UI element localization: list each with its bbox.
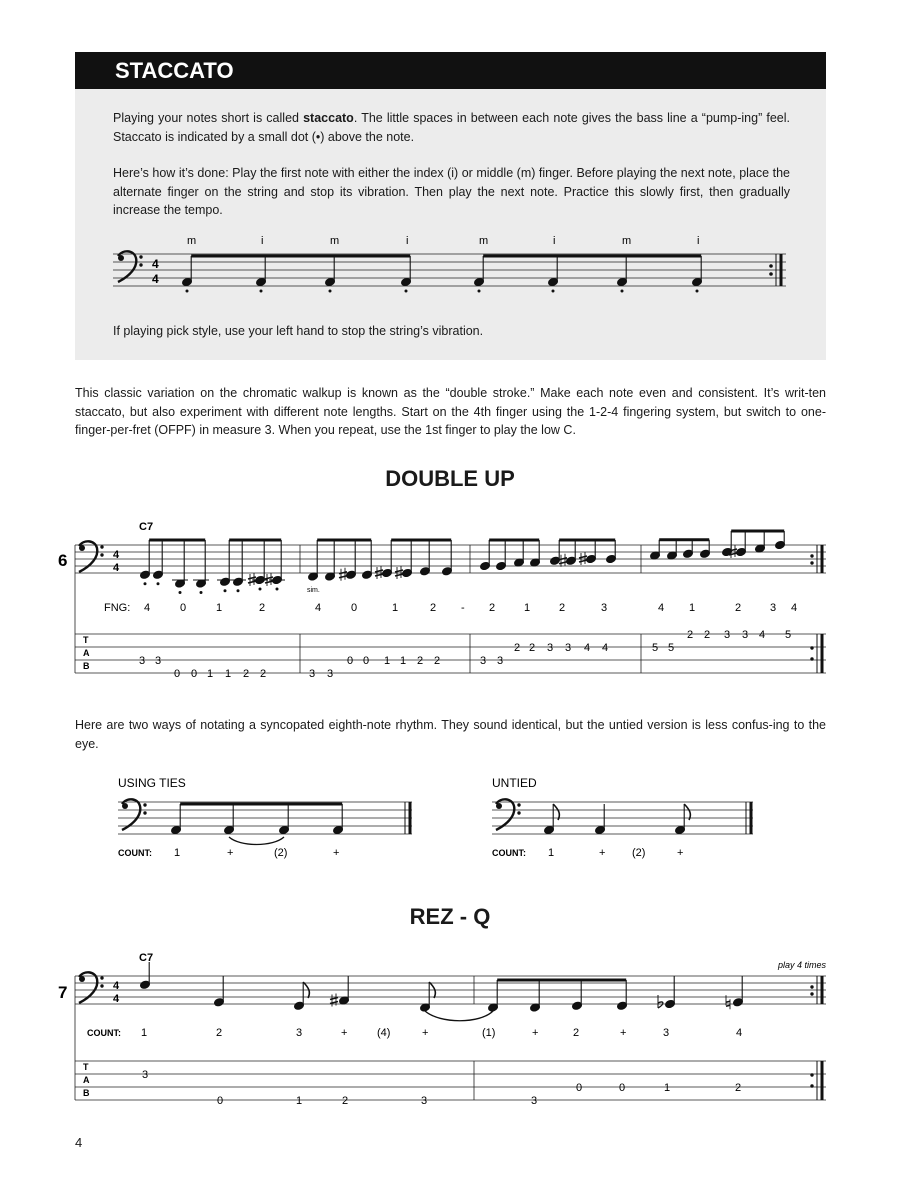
fingering-number: 4: [144, 602, 151, 614]
time-signature-bottom: 4: [152, 272, 159, 286]
tab-letter: A: [83, 1075, 90, 1085]
tab-number: 0: [618, 1082, 626, 1094]
tab-number: 3: [154, 655, 162, 667]
tab-number: 1: [663, 1082, 671, 1094]
tab-number: 2: [734, 1082, 742, 1094]
tab-number: 3: [141, 1069, 149, 1081]
staccato-notes: [182, 254, 703, 293]
count: 3: [663, 1027, 670, 1039]
staccato-p1-b: . The little spaces in between each note gives the bass line a “pump-ing” feel. Staccato is indicated by a small dot (•) above the note.: [113, 111, 790, 144]
fingering-number: 1: [392, 602, 399, 614]
fingering-number: 4: [315, 602, 322, 614]
finger-label: m: [622, 235, 632, 247]
fingering-number: 2: [430, 602, 437, 614]
tab-number: 3: [741, 629, 749, 641]
staccato-dot: [200, 591, 203, 594]
tab-number: 2: [416, 655, 424, 667]
staccato-dot: [329, 290, 332, 293]
chord-symbol: C7: [139, 521, 154, 533]
time-signature: 4: [152, 257, 159, 271]
staccato-dot: [552, 290, 555, 293]
tab-numbers: [142, 1069, 741, 1107]
bass-clef-icon: [79, 541, 104, 572]
tab-letter: B: [83, 1088, 90, 1098]
count: +: [422, 1027, 429, 1039]
tab-number: 0: [190, 668, 198, 680]
sim-marking: sim.: [307, 587, 320, 594]
untied-label: UNTIED: [492, 776, 537, 790]
staccato-dot: [276, 588, 279, 591]
staccato-p1-bold: staccato: [303, 111, 354, 125]
count: (2): [274, 847, 288, 859]
staccato-dot: [186, 290, 189, 293]
tab-number: 3: [723, 629, 731, 641]
untied-staff: [492, 799, 753, 834]
count: 1: [141, 1027, 148, 1039]
using-ties-notes: [171, 804, 344, 835]
tab-number: 4: [758, 629, 766, 641]
tab-number: 0: [346, 655, 354, 667]
untied-counts: [548, 847, 683, 859]
staccato-p1-a: Playing your notes short is called: [113, 111, 304, 125]
count: +: [333, 847, 340, 859]
tab-number: 1: [206, 668, 214, 680]
fingering-number: 4: [658, 602, 665, 614]
sharp-icon: [375, 566, 383, 579]
tab-number: 2: [341, 1095, 349, 1107]
fng-label: FNG:: [104, 602, 131, 614]
tab-number: 2: [259, 668, 267, 680]
tab-number: 4: [601, 642, 609, 654]
count: 2: [573, 1027, 580, 1039]
staccato-dot: [478, 290, 481, 293]
tab-number: 3: [420, 1095, 428, 1107]
staccato-dot: [259, 588, 262, 591]
count: +: [341, 1027, 348, 1039]
staccato-staff: [113, 251, 786, 292]
tab-number: 2: [242, 668, 250, 680]
tab-number: 3: [138, 655, 146, 667]
time-sig-bottom: 4: [113, 993, 120, 1005]
tab-number: 3: [530, 1095, 538, 1107]
fingering-number: 0: [180, 602, 187, 614]
finger-label: m: [187, 235, 197, 247]
tab-number: 2: [433, 655, 441, 667]
double-up-tab: [75, 629, 826, 680]
finger-label: i: [406, 235, 409, 247]
sharp-icon: [330, 994, 338, 1007]
tab-number: 1: [383, 655, 391, 667]
staccato-title: STACCATO: [75, 52, 826, 89]
staccato-paragraph-2: Here’s how it’s done: Play the first note with either the index (i) or middle (m) finger. Before playing the next note, place the alternate finger on the string and stop its vibration. Then play the next note. Practice this slowly first, then gradually increase the tempo.: [113, 166, 790, 217]
fingering-number: 2: [559, 602, 566, 614]
finger-labels: [187, 235, 699, 247]
tab-number: 5: [651, 642, 659, 654]
count: (2): [632, 847, 646, 859]
count: 2: [216, 1027, 223, 1039]
time-sig-bottom: 4: [113, 562, 120, 574]
tie: [229, 837, 284, 845]
example-number: 7: [58, 983, 68, 1002]
play-times: play 4 times: [777, 960, 826, 970]
tab-number: 3: [496, 655, 504, 667]
staccato-paragraph-3: If playing pick style, use your left hand to stop the string’s vibration.: [113, 324, 484, 338]
staccato-dot: [224, 589, 227, 592]
staccato-dot: [621, 290, 624, 293]
fingering-number: -: [461, 602, 465, 614]
fingering-number: 3: [601, 602, 608, 614]
tab-letter: A: [83, 648, 90, 658]
double-up-notes: [140, 531, 786, 594]
fingering-number: 1: [216, 602, 223, 614]
example-number: 6: [58, 551, 68, 570]
sync-paragraph: Here are two ways of notating a syncopated eighth-note rhythm. They sound identical, but the untied version is less confus-ing to the eye.: [75, 718, 826, 751]
chord-symbol: C7: [139, 952, 154, 964]
tab-number: 5: [667, 642, 675, 654]
count-label: COUNT:: [492, 848, 526, 858]
count: +: [677, 847, 684, 859]
tab-number: 2: [686, 629, 694, 641]
tab-number: 1: [399, 655, 407, 667]
tab-number: 1: [295, 1095, 303, 1107]
time-sig-top: 4: [113, 549, 120, 561]
double-up-staff: [75, 531, 826, 673]
bass-clef-icon: [79, 972, 104, 1003]
finger-label: i: [261, 235, 264, 247]
using-ties-label: USING TIES: [118, 776, 186, 790]
tab-number: 1: [224, 668, 232, 680]
untied-notes: [544, 804, 691, 835]
fingering-number: 2: [489, 602, 496, 614]
tab-number: 3: [546, 642, 554, 654]
count: (4): [377, 1027, 391, 1039]
fingering-number: 0: [351, 602, 358, 614]
count: +: [227, 847, 234, 859]
tab-number: 2: [528, 642, 536, 654]
rez-q-title: REZ - Q: [409, 904, 491, 929]
intro-paragraph: This classic variation on the chromatic walkup is known as the “double stroke.” Make each note even and consistent. It’s writ-ten staccato, but also experiment with different note lengths. Start on the 4th finger using the 1-2-4 fingering system, but switch to one-finger-per-fret (OFPF) in measure 3. When you repeat, use the 1st finger to play the low C.: [75, 386, 826, 437]
finger-label: m: [479, 235, 489, 247]
count: 3: [296, 1027, 303, 1039]
count-label: COUNT:: [118, 848, 152, 858]
tab-number: 4: [583, 642, 591, 654]
fingering-row: [144, 602, 797, 614]
page-number: 4: [75, 1135, 83, 1150]
tab-letter: B: [83, 661, 90, 671]
staccato-staff-lines: [113, 254, 786, 286]
tab-number: 0: [173, 668, 181, 680]
count-label: COUNT:: [87, 1028, 121, 1038]
fingering-number: 1: [524, 602, 531, 614]
tab-number: 0: [575, 1082, 583, 1094]
staccato-dot: [696, 290, 699, 293]
staccato-dot: [144, 582, 147, 585]
time-sig-top: 4: [113, 980, 120, 992]
count: +: [599, 847, 606, 859]
finger-label: i: [553, 235, 556, 247]
tab-number: 5: [784, 629, 792, 641]
tab-number: 2: [513, 642, 521, 654]
fingering-number: 2: [259, 602, 266, 614]
bass-clef-icon: [496, 799, 521, 830]
tab-number: 3: [308, 668, 316, 680]
rez-q-staff: [75, 962, 826, 1100]
finger-label: i: [697, 235, 700, 247]
tab-number: 2: [703, 629, 711, 641]
count: +: [532, 1027, 539, 1039]
count: +: [620, 1027, 627, 1039]
sharp-icon: [729, 545, 737, 558]
tab-letter: T: [83, 635, 89, 645]
tab-number: 3: [479, 655, 487, 667]
sharp-icon: [559, 554, 567, 567]
fingering-number: 3: [770, 602, 777, 614]
staccato-dot: [179, 591, 182, 594]
finger-label: m: [330, 235, 340, 247]
count: 1: [174, 847, 181, 859]
sharp-icon: [339, 568, 347, 581]
fingering-number: 4: [791, 602, 798, 614]
sharp-icon: [579, 552, 587, 565]
tab-number: 0: [362, 655, 370, 667]
staccato-dot: [405, 290, 408, 293]
using-ties-staff: [118, 799, 412, 844]
staccato-dot: [157, 582, 160, 585]
tab-number: 3: [326, 668, 334, 680]
tab-numbers: [139, 629, 791, 680]
count: 4: [736, 1027, 743, 1039]
tab-letter: T: [83, 1062, 89, 1072]
tie: [425, 1011, 493, 1021]
fingering-number: 2: [735, 602, 742, 614]
double-up-title: DOUBLE UP: [385, 466, 515, 491]
staccato-dot: [260, 290, 263, 293]
count: 1: [548, 847, 555, 859]
tab-number: 0: [216, 1095, 224, 1107]
rez-q-notes: [140, 962, 744, 1012]
rez-q-counts: [141, 1027, 742, 1039]
bass-clef-icon: [122, 799, 147, 830]
sharp-icon: [395, 566, 403, 579]
tab-number: 3: [564, 642, 572, 654]
fingering-number: 1: [689, 602, 696, 614]
count: (1): [482, 1027, 496, 1039]
bass-clef-icon: [118, 251, 143, 282]
rez-q-tab: [75, 1061, 826, 1107]
staccato-dot: [237, 589, 240, 592]
using-ties-counts: [174, 847, 339, 859]
